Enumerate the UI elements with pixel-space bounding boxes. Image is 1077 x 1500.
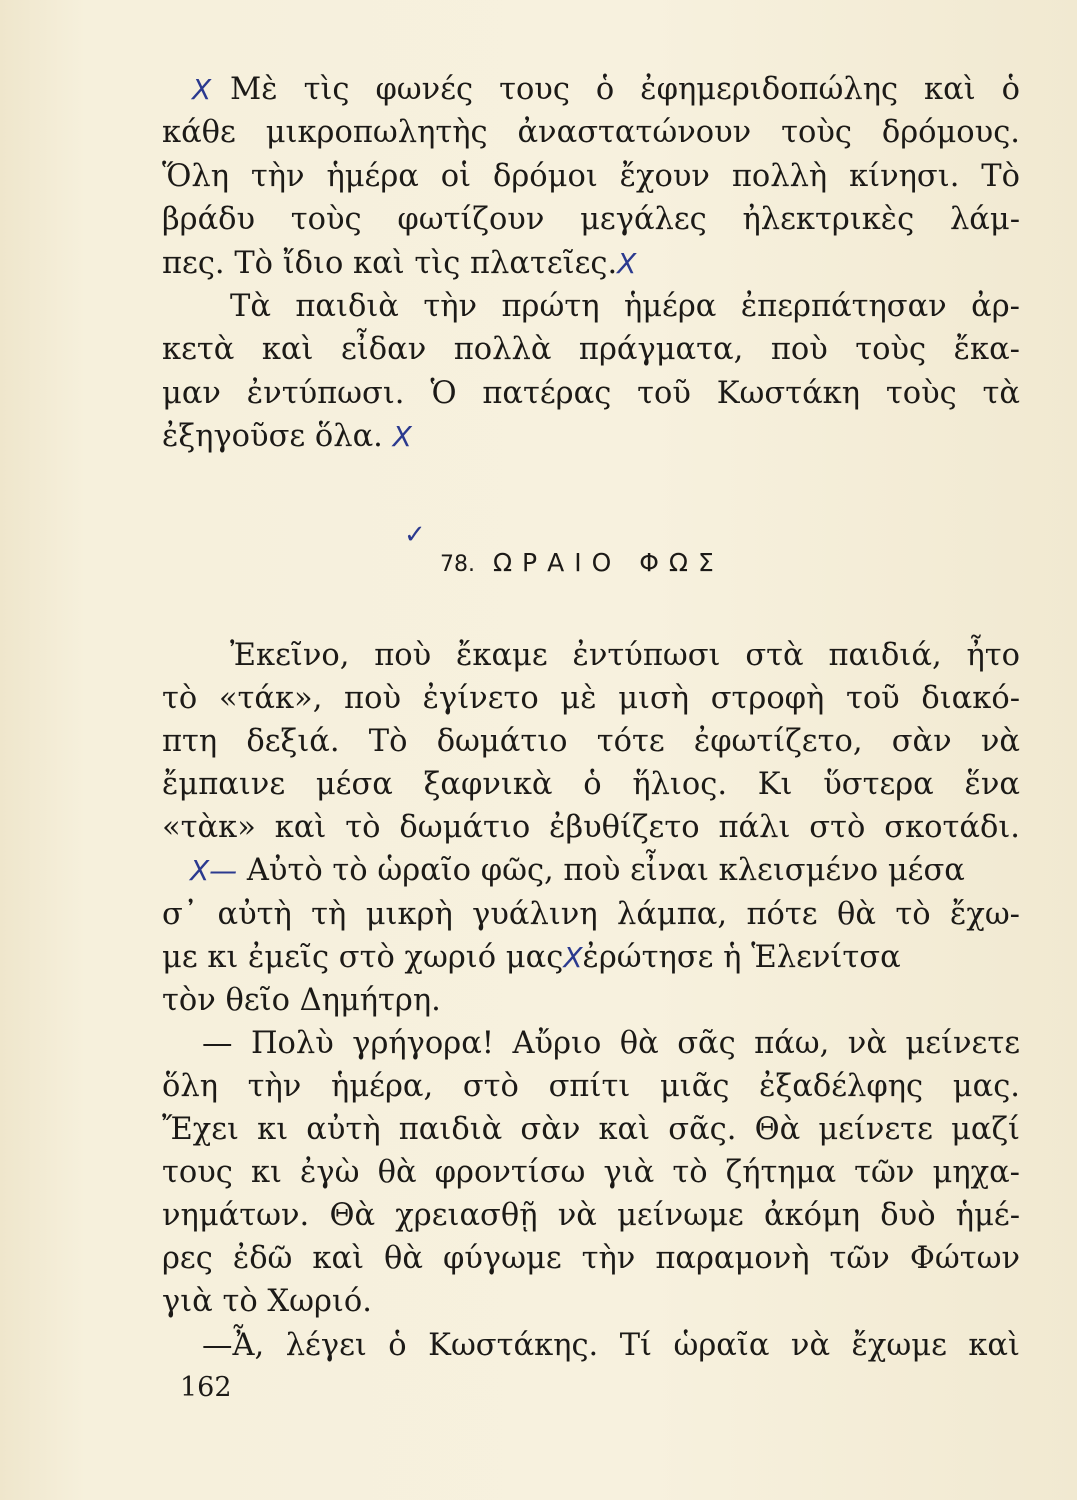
text-line: κάθε μικροπωλητὴς ἀναστατώνουν τοὺς δρόμους.: [162, 115, 1020, 151]
text-line: «τὰκ» καὶ τὸ δωμάτιο ἐβυθίζετο πάλι στὸ σκοτάδι.: [162, 810, 1020, 846]
text-line: Ἐκεῖνο, ποὺ ἔκαμε ἐντύπωσι στὰ παιδιά, ἦτο: [230, 638, 1020, 673]
upper-text: [162, 68, 1020, 459]
text-line: σ᾽ αὐτὴ τὴ μικρὴ γυάλινη λάμπα, πότε θὰ τὸ ἔχω-: [162, 896, 1020, 932]
text-line: κετὰ καὶ εἶδαν πολλὰ πράγματα, ποὺ τοὺς ἔκα-: [162, 332, 1020, 368]
pen-mark: X: [392, 420, 412, 454]
text-line: τους κι ἐγὼ θὰ φροντίσω γιὰ τὸ ζήτημα τῶν μηχα-: [162, 1155, 1020, 1191]
text-line: X— Αὐτὸ τὸ ὡραῖο φῶς, ποὺ εἶναι κλεισμένο μέσα: [190, 853, 965, 889]
section-number: 78.: [440, 552, 475, 577]
pen-mark: X: [617, 246, 637, 280]
text-line: ἔμπαινε μέσα ξαφνικὰ ὁ ἥλιος. Κι ὕστερα ἕνα: [162, 767, 1020, 803]
lower-text: [162, 634, 1020, 1367]
text-line: με κι ἐμεῖς στὸ χωριό μαςXἐρώτησε ἡ Ἑλενίτσα: [162, 939, 901, 975]
text-line: πες. Τὸ ἴδιο καὶ τὶς πλατεῖες.X: [162, 245, 637, 281]
pen-mark: X—: [190, 854, 238, 888]
text-line: βράδυ τοὺς φωτίζουν μεγάλες ἠλεκτρικὲς λάμ-: [162, 202, 1020, 238]
page-number: 162: [180, 1372, 232, 1403]
check-mark: ✓: [404, 520, 426, 550]
text-line: ὅλη τὴν ἡμέρα, στὸ σπίτι μιᾶς ἐξαδέλφης μας.: [162, 1068, 1020, 1104]
text-line: Ἔχει κι αὐτὴ παιδιὰ σὰν καὶ σᾶς. Θὰ μείνετε μαζί: [162, 1112, 1020, 1148]
text-line: πτη δεξιά. Τὸ δωμάτιο τότε ἐφωτίζετο, σὰν νὰ: [162, 724, 1020, 760]
text-line: —Ἆ, λέγει ὁ Κωστάκης. Τί ὡραῖα νὰ ἔχωμε καὶ: [202, 1327, 1020, 1363]
text-line: μαν ἐντύπωσι. Ὁ πατέρας τοῦ Κωστάκη τοὺς τὰ: [162, 375, 1020, 411]
pen-mark: X: [192, 73, 212, 106]
text-line: τὸ «τάκ», ποὺ ἐγίνετο μὲ μισὴ στροφὴ τοῦ διακό-: [162, 681, 1020, 717]
text-line: ἐξηγοῦσε ὅλα. X: [162, 419, 412, 455]
section-title: ΩΡΑΙΟ ΦΩΣ: [492, 548, 724, 577]
text-line: Ὅλη τὴν ἡμέρα οἱ δρόμοι ἔχουν πολλὴ κίνησι. Τὸ: [162, 158, 1020, 194]
text-line: γιὰ τὸ Χωριό.: [162, 1284, 372, 1320]
text-line: Τὰ παιδιὰ τὴν πρώτη ἡμέρα ἐπερπάτησαν ἀρ-: [230, 289, 1020, 325]
pen-mark: X: [563, 940, 583, 974]
text-line: X Μὲ τὶς φωνές τους ὁ ἐφημεριδοπώλης καὶ ὁ: [162, 68, 1020, 111]
text-line: ρες ἐδῶ καὶ θὰ φύγωμε τὴν παραμονὴ τῶν Φώτων: [162, 1241, 1020, 1277]
text-line: — Πολὺ γρήγορα! Αὔριο θὰ σᾶς πάω, νὰ μείνετε: [202, 1025, 1020, 1061]
section-heading: [440, 548, 724, 577]
text-line: τὸν θεῖο Δημήτρη.: [162, 982, 441, 1018]
text-line: νημάτων. Θὰ χρειασθῇ νὰ μείνωμε ἀκόμη δυὸ ἡμέ-: [162, 1198, 1020, 1234]
